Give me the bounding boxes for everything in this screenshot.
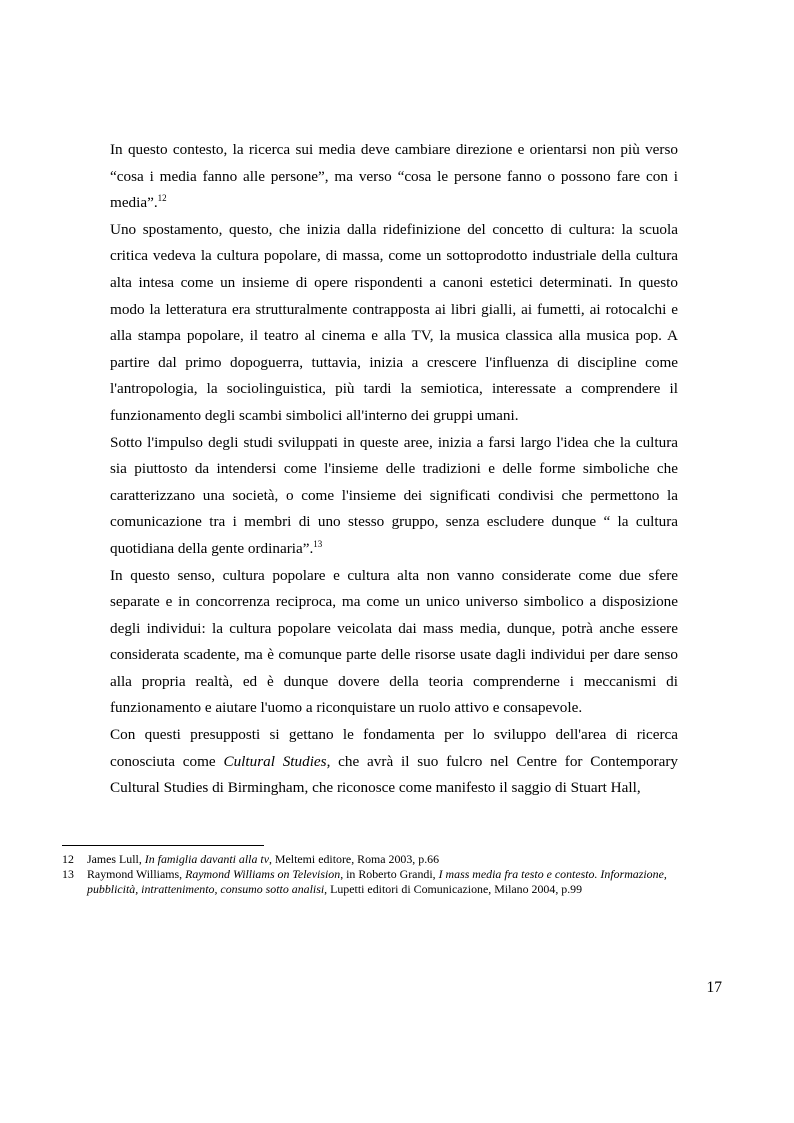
footnote-number: 13: [62, 867, 74, 882]
page-number: 17: [706, 979, 722, 996]
footnote: [62, 867, 712, 897]
footnote-separator: [62, 845, 264, 846]
paragraph: [110, 137, 678, 217]
italic-text: Raymond Williams on Television: [185, 867, 341, 882]
footnote-number: 12: [62, 852, 74, 866]
text-run: , che avrà il suo fulcro nel Centre for Contemporary Cultural Studies di Birmingham, che riconosce come manifesto il saggio di Stuart Hall,: [110, 752, 679, 797]
paragraph: [110, 563, 678, 723]
footnote: [62, 852, 712, 867]
text-run: , in Roberto Grandi,: [340, 867, 439, 882]
text-run: Con questi presupposti si gettano le fondamenta per lo sviluppo dell'area di ricerca conosciuta come: [110, 726, 678, 770]
italic-text: In famiglia davanti alla tv: [144, 852, 269, 866]
paragraph: [110, 722, 678, 802]
footnotes: [62, 852, 712, 898]
footnote-reference: 12: [157, 193, 167, 204]
text-run: Sotto l'impulso degli studi sviluppati in queste aree, inizia a farsi largo l'idea che la cultura sia piuttosto da intendersi come l'insieme delle tradizioni e delle forme simboliche che caratterizzano una società, o come l'insieme dei significati condivisi che permettono la comunicazione tra i membri di uno stesso gruppo, senza escludere dunque “ la cultura quotidiana della gente ordinaria”.: [110, 433, 678, 557]
italic-text: I mass media fra testo e contesto. Informazione, pubblicità, intrattenimento, consumo sotto analisi: [87, 867, 667, 897]
footnote-text: [87, 867, 712, 897]
text-run: , Lupetti editori di Comunicazione, Milano 2004, p.99: [324, 882, 583, 897]
text-run: , Meltemi editore, Roma 2003, p.66: [268, 852, 440, 866]
paragraph: [110, 217, 678, 430]
text-run: In questo contesto, la ricerca sui media deve cambiare direzione e orientarsi non più verso “cosa i media fanno alle persone”, ma verso “cosa le persone fanno o possono fare con i media”.: [110, 141, 678, 212]
text-run: Raymond Williams,: [87, 867, 186, 882]
text-run: In questo senso, cultura popolare e cultura alta non vanno considerate come due sfere separate e in concorrenza reciproca, ma come un unico universo simbolico a disposizione degli individui: la cultura popolare veicolata dai mass media, dunque, potrà anche essere considerata scadente, ma è comunque parte delle risorse usate dagli individui per dare senso alla propria realtà, ed è dunque dovere della teoria comprenderne i meccanismi di funzionamento e aiutare l'uomo a riconquistare un ruolo attivo e consapevole.: [110, 566, 678, 717]
body-text: [110, 137, 678, 802]
text-run: James Lull,: [87, 852, 145, 866]
italic-text: Cultural Studies: [223, 752, 327, 770]
paragraph: [110, 430, 678, 563]
footnote-reference: 13: [313, 538, 323, 549]
footnote-text: [87, 852, 712, 867]
text-run: Uno spostamento, questo, che inizia dalla ridefinizione del concetto di cultura: la scuola critica vedeva la cultura popolare, di massa, come un sottoprodotto industriale della cultura alta intesa come un insieme di opere rispondenti a canoni estetici determinati. In questo modo la letteratura era strutturalmente contrapposta ai libri gialli, ai fumetti, ai rotocalchi e alla stampa popolare, il teatro al cinema e alla TV, la musica classica alla musica pop. A partire dal primo dopoguerra, tuttavia, inizia a crescere l'influenza di discipline come l'antropologia, la sociolinguistica, più tardi la semiotica, interessate a comprendere il funzionamento degli scambi simbolici all'interno dei gruppi umani.: [110, 220, 678, 424]
